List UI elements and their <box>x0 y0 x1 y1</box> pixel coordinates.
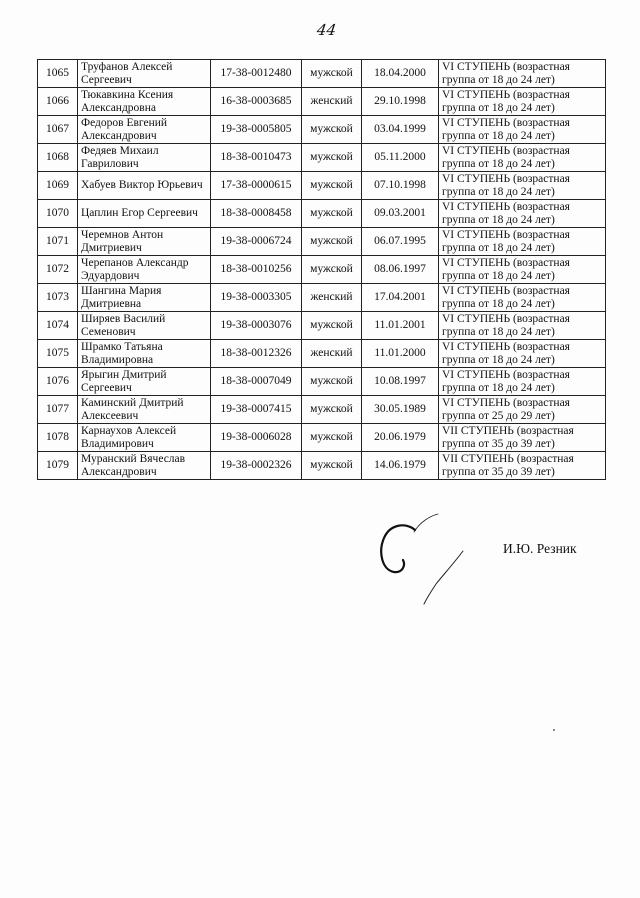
table-row <box>38 424 606 452</box>
gender-cell: мужской <box>302 228 362 256</box>
full-name-cell: Тюкавкина Ксения Александровна <box>78 88 211 116</box>
gender-cell: мужской <box>302 116 362 144</box>
table-row <box>38 396 606 424</box>
full-name-cell: Шрамко Татьяна Владимировна <box>78 340 211 368</box>
participant-id-cell: 19-38-0007415 <box>211 396 302 424</box>
table-row <box>38 60 606 88</box>
row-number-cell: 1070 <box>38 200 78 228</box>
full-name-cell: Черемнов Антон Дмитриевич <box>78 228 211 256</box>
row-number-cell: 1072 <box>38 256 78 284</box>
full-name-cell: Ярыгин Дмитрий Сергеевич <box>78 368 211 396</box>
birth-date-cell: 09.03.2001 <box>362 200 439 228</box>
full-name-cell: Шангина Мария Дмитриевна <box>78 284 211 312</box>
table-row <box>38 452 606 480</box>
table-row <box>38 340 606 368</box>
gender-cell: мужской <box>302 312 362 340</box>
gender-cell: мужской <box>302 452 362 480</box>
birth-date-cell: 14.06.1979 <box>362 452 439 480</box>
row-number-cell: 1071 <box>38 228 78 256</box>
row-number-cell: 1067 <box>38 116 78 144</box>
registry-table <box>37 59 606 480</box>
participant-id-cell: 19-38-0005805 <box>211 116 302 144</box>
row-number-cell: 1068 <box>38 144 78 172</box>
row-number-cell: 1074 <box>38 312 78 340</box>
table-row <box>38 284 606 312</box>
gender-cell: мужской <box>302 368 362 396</box>
row-number-cell: 1065 <box>38 60 78 88</box>
row-number-cell: 1069 <box>38 172 78 200</box>
birth-date-cell: 11.01.2000 <box>362 340 439 368</box>
gto-level-cell: VI СТУПЕНЬ (возрастная группа от 18 до 24 лет) <box>439 284 606 312</box>
birth-date-cell: 29.10.1998 <box>362 88 439 116</box>
participant-id-cell: 18-38-0008458 <box>211 200 302 228</box>
full-name-cell: Хабуев Виктор Юрьевич <box>78 172 211 200</box>
participant-id-cell: 19-38-0003305 <box>211 284 302 312</box>
row-number-cell: 1076 <box>38 368 78 396</box>
page-number: 44 <box>315 21 338 39</box>
gto-level-cell: VI СТУПЕНЬ (возрастная группа от 18 до 24 лет) <box>439 312 606 340</box>
participant-id-cell: 17-38-0012480 <box>211 60 302 88</box>
participant-id-cell: 18-38-0010256 <box>211 256 302 284</box>
table-row <box>38 172 606 200</box>
gto-level-cell: VI СТУПЕНЬ (возрастная группа от 18 до 24 лет) <box>439 200 606 228</box>
gto-level-cell: VI СТУПЕНЬ (возрастная группа от 18 до 24 лет) <box>439 340 606 368</box>
birth-date-cell: 07.10.1998 <box>362 172 439 200</box>
birth-date-cell: 17.04.2001 <box>362 284 439 312</box>
birth-date-cell: 10.08.1997 <box>362 368 439 396</box>
gto-level-cell: VI СТУПЕНЬ (возрастная группа от 18 до 24 лет) <box>439 228 606 256</box>
birth-date-cell: 11.01.2001 <box>362 312 439 340</box>
full-name-cell: Цаплин Егор Сергеевич <box>78 200 211 228</box>
full-name-cell: Ширяев Василий Семенович <box>78 312 211 340</box>
birth-date-cell: 08.06.1997 <box>362 256 439 284</box>
table-row <box>38 200 606 228</box>
full-name-cell: Муранский Вячеслав Александрович <box>78 452 211 480</box>
participant-id-cell: 19-38-0006724 <box>211 228 302 256</box>
gto-level-cell: VI СТУПЕНЬ (возрастная группа от 18 до 24 лет) <box>439 88 606 116</box>
registry-table-body <box>38 60 606 480</box>
birth-date-cell: 03.04.1999 <box>362 116 439 144</box>
signature <box>372 508 492 608</box>
participant-id-cell: 16-38-0003685 <box>211 88 302 116</box>
table-row <box>38 368 606 396</box>
gender-cell: женский <box>302 88 362 116</box>
full-name-cell: Карнаухов Алексей Владимирович <box>78 424 211 452</box>
gto-level-cell: VI СТУПЕНЬ (возрастная группа от 18 до 24 лет) <box>439 368 606 396</box>
birth-date-cell: 20.06.1979 <box>362 424 439 452</box>
row-number-cell: 1073 <box>38 284 78 312</box>
birth-date-cell: 18.04.2000 <box>362 60 439 88</box>
scan-speck <box>553 729 555 731</box>
gender-cell: мужской <box>302 144 362 172</box>
gender-cell: мужской <box>302 200 362 228</box>
birth-date-cell: 05.11.2000 <box>362 144 439 172</box>
gto-level-cell: VII СТУПЕНЬ (возрастная группа от 35 до 39 лет) <box>439 452 606 480</box>
row-number-cell: 1075 <box>38 340 78 368</box>
gto-level-cell: VI СТУПЕНЬ (возрастная группа от 18 до 24 лет) <box>439 256 606 284</box>
birth-date-cell: 06.07.1995 <box>362 228 439 256</box>
row-number-cell: 1077 <box>38 396 78 424</box>
table-row <box>38 116 606 144</box>
participant-id-cell: 19-38-0006028 <box>211 424 302 452</box>
gto-level-cell: VII СТУПЕНЬ (возрастная группа от 35 до 39 лет) <box>439 424 606 452</box>
gto-level-cell: VI СТУПЕНЬ (возрастная группа от 18 до 24 лет) <box>439 144 606 172</box>
gender-cell: мужской <box>302 172 362 200</box>
full-name-cell: Федяев Михаил Гаврилович <box>78 144 211 172</box>
gender-cell: мужской <box>302 396 362 424</box>
row-number-cell: 1079 <box>38 452 78 480</box>
table-row <box>38 312 606 340</box>
participant-id-cell: 18-38-0010473 <box>211 144 302 172</box>
table-row <box>38 228 606 256</box>
signer-name: И.Ю. Резник <box>503 541 577 556</box>
gender-cell: женский <box>302 284 362 312</box>
gender-cell: женский <box>302 340 362 368</box>
table-row <box>38 88 606 116</box>
gto-level-cell: VI СТУПЕНЬ (возрастная группа от 25 до 29 лет) <box>439 396 606 424</box>
gto-level-cell: VI СТУПЕНЬ (возрастная группа от 18 до 24 лет) <box>439 172 606 200</box>
gto-level-cell: VI СТУПЕНЬ (возрастная группа от 18 до 24 лет) <box>439 60 606 88</box>
full-name-cell: Каминский Дмитрий Алексеевич <box>78 396 211 424</box>
gender-cell: мужской <box>302 60 362 88</box>
gender-cell: мужской <box>302 424 362 452</box>
table-row <box>38 256 606 284</box>
full-name-cell: Труфанов Алексей Сергеевич <box>78 60 211 88</box>
table-row <box>38 144 606 172</box>
gender-cell: мужской <box>302 256 362 284</box>
row-number-cell: 1066 <box>38 88 78 116</box>
participant-id-cell: 19-38-0002326 <box>211 452 302 480</box>
participant-id-cell: 17-38-0000615 <box>211 172 302 200</box>
row-number-cell: 1078 <box>38 424 78 452</box>
full-name-cell: Черепанов Александр Эдуардович <box>78 256 211 284</box>
full-name-cell: Федоров Евгений Александрович <box>78 116 211 144</box>
participant-id-cell: 19-38-0003076 <box>211 312 302 340</box>
participant-id-cell: 18-38-0012326 <box>211 340 302 368</box>
participant-id-cell: 18-38-0007049 <box>211 368 302 396</box>
gto-level-cell: VI СТУПЕНЬ (возрастная группа от 18 до 24 лет) <box>439 116 606 144</box>
birth-date-cell: 30.05.1989 <box>362 396 439 424</box>
